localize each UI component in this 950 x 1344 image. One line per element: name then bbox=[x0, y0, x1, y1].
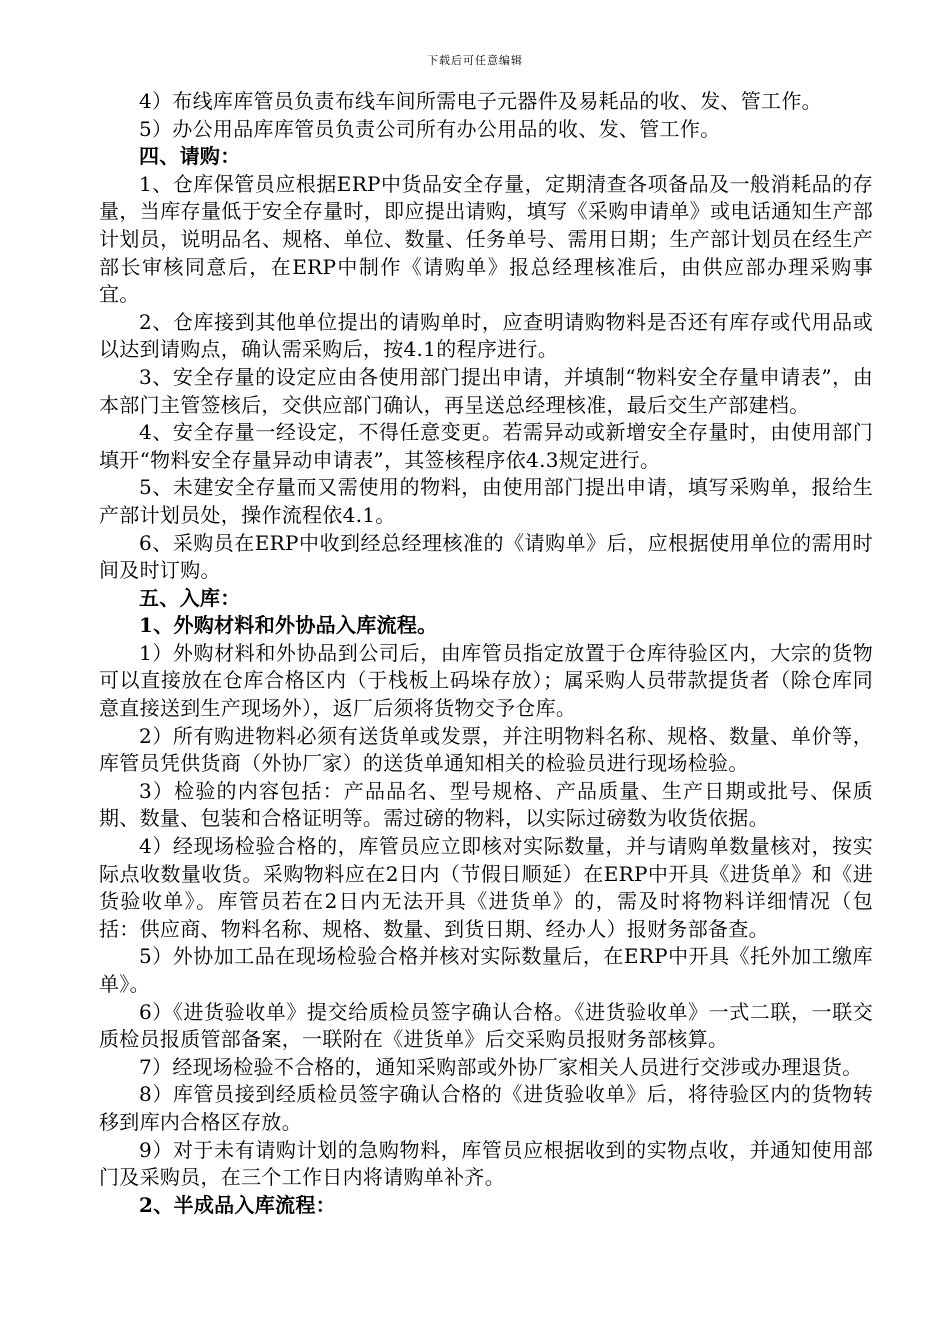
paragraph: 3、安全存量的设定应由各使用部门提出申请，并填制“物料安全存量申请表”，由本部门主管签核后，交供应部门确认，再呈送总经理核准，最后交生产部建档。 bbox=[99, 364, 873, 417]
paragraph: 8）库管员接到经质检员签字确认合格的《进货验收单》后，将待验区内的货物转移到库内合格区存放。 bbox=[99, 1082, 873, 1134]
paragraph: 5、未建安全存量而又需使用的物料，由使用部门提出申请，填写采购单，报给生产部计划员处，操作流程依4.1。 bbox=[99, 475, 873, 527]
paragraph: 2）所有购进物料必须有送货单或发票，并注明物料名称、规格、数量、单价等，库管员凭供货商（外协厂家）的送货单通知相关的检验员进行现场检验。 bbox=[99, 723, 873, 776]
document-body bbox=[99, 88, 873, 1219]
paragraph: 9）对于未有请购计划的急购物料，库管员应根据收到的实物点收，并通知使用部门及采购员，在三个工作日内将请购单补齐。 bbox=[99, 1137, 873, 1190]
page-header: 下载后可任意编辑 bbox=[427, 54, 523, 67]
paragraph: 1）外购材料和外协品到公司后，由库管员指定放置于仓库待验区内，大宗的货物可以直接放在仓库合格区内（于栈板上码垛存放）；属采购人员带款提货者（除仓库同意直接送到生产现场外），返厂后须将货物交予仓库。 bbox=[99, 640, 873, 721]
paragraph: 4、安全存量一经设定，不得任意变更。若需异动或新增安全存量时，由使用部门填开“物料安全存量异动申请表”，其签核程序依4.3规定进行。 bbox=[99, 420, 873, 472]
paragraph: 2、仓库接到其他单位提出的请购单时，应查明请购物料是否还有库存或代用品或以达到请购点，确认需采购后，按4.1的程序进行。 bbox=[99, 309, 873, 362]
paragraph: 6、采购员在ERP中收到经总经理核准的《请购单》后，应根据使用单位的需用时间及时订购。 bbox=[99, 530, 873, 583]
paragraph: 6）《进货验收单》提交给质检员签字确认合格。《进货验收单》一式二联，一联交质检员报质管部备案，一联附在《进货单》后交采购员报财务部核算。 bbox=[99, 999, 873, 1052]
section-heading: 四、请购： bbox=[139, 144, 241, 169]
section-heading: 五、入库： bbox=[139, 585, 241, 610]
paragraph: 1、仓库保管员应根据ERP中货品安全存量，定期清查各项备品及一般消耗品的存量，当库存量低于安全存量时，即应提出请购，填写《采购申请单》或电话通知生产部计划员，说明品名、规格、单位、数量、任务单号、需用日期；生产部计划员在经生产部长审核同意后，在ERP中制作《请购单》报总经理核准后，由供应部办理采购事宜。 bbox=[99, 171, 873, 307]
paragraph: 5）外协加工品在现场检验合格并核对实际数量后，在ERP中开具《托外加工缴库单》。 bbox=[99, 944, 873, 996]
subsection-heading: 1、外购材料和外协品入库流程。 bbox=[139, 613, 438, 638]
paragraph: 4）经现场检验合格的，库管员应立即核对实际数量，并与请购单数量核对，按实际点收数量收货。采购物料应在2日内（节假日顺延）在ERP中开具《进货单》和《进货验收单》。库管员若在2日内无法开具《进货单》的，需及时将物料详细情况（包括：供应商、物料名称、规格、数量、到货日期、经办人）报财务部备查。 bbox=[99, 834, 873, 941]
paragraph: 3）检验的内容包括：产品品名、型号规格、产品质量、生产日期或批号、保质期、数量、包装和合格证明等。需过磅的物料，以实际过磅数为收货依据。 bbox=[99, 778, 873, 831]
paragraph: 4）布线库库管员负责布线车间所需电子元器件及易耗品的收、发、管工作。 bbox=[139, 89, 822, 113]
subsection-heading: 2、半成品入库流程： bbox=[139, 1192, 336, 1217]
paragraph: 5）办公用品库库管员负责公司所有办公用品的收、发、管工作。 bbox=[139, 116, 721, 141]
paragraph: 7）经现场检验不合格的，通知采购部或外协厂家相关人员进行交涉或办理退货。 bbox=[139, 1054, 863, 1079]
